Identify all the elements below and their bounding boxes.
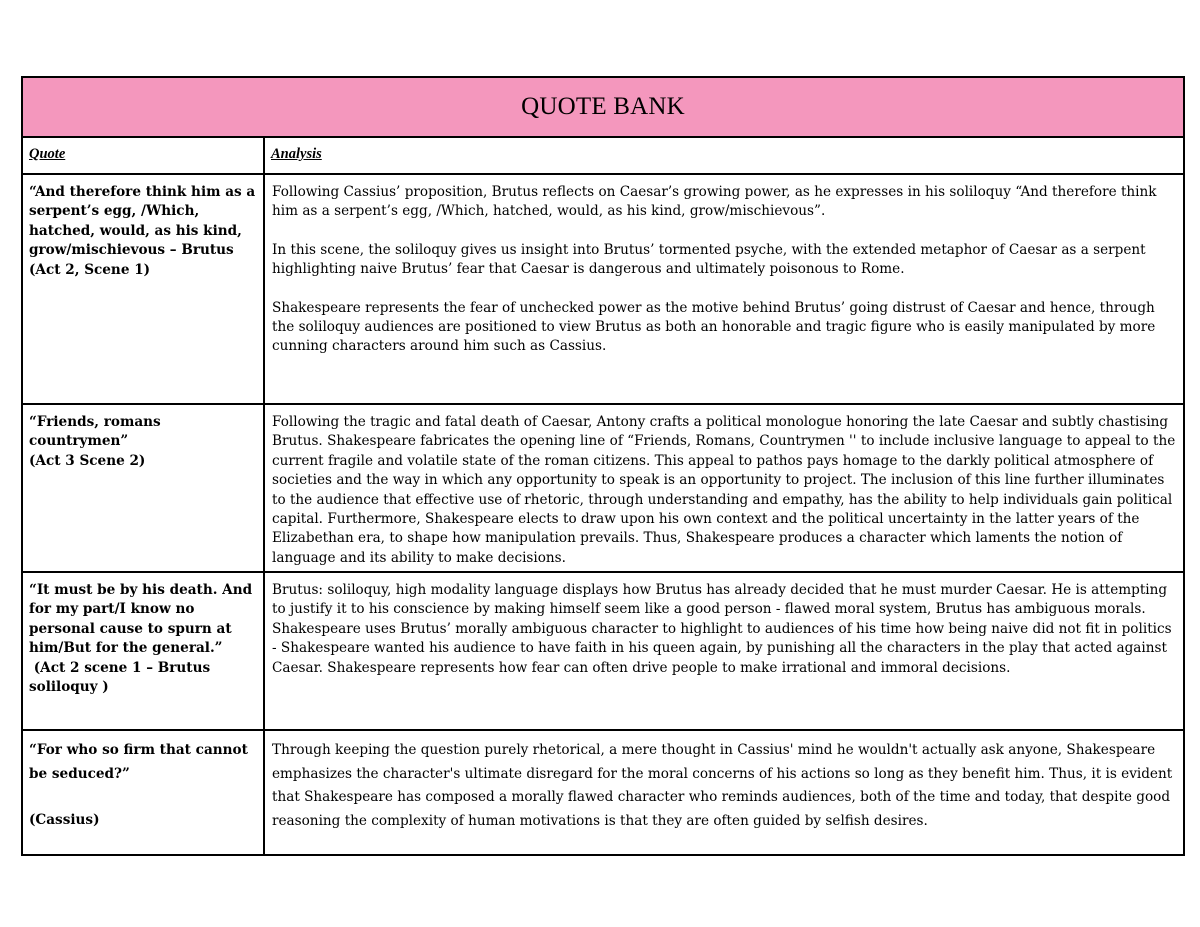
quote-source: (Act 3 Scene 2)	[29, 452, 146, 469]
quote-cell	[22, 404, 264, 572]
quote-text: “Friends, romans countrymen”	[29, 414, 161, 450]
quote-cell	[22, 174, 264, 404]
analysis-cell	[264, 174, 1184, 404]
quote-text: “It must be by his death. And for my part/I know no personal cause to spurn at him/But for the general.”	[29, 582, 253, 657]
quote-text: “And therefore think him as a serpent’s egg, /Which, hatched, would, as his kind, grow/mischievous – Brutus	[29, 184, 256, 259]
analysis-paragraph: In this scene, the soliloquy gives us insight into Brutus’ tormented psyche, with the extended metaphor of Caesar as a serpent highlighting naive Brutus’ fear that Caesar is dangerous and ultimately poisonous to Rome.	[272, 241, 1146, 278]
quote-cell	[22, 730, 264, 855]
table-row	[22, 404, 1184, 572]
quote-source: (Act 2 scene 1 – Brutus soliloquy )	[29, 659, 215, 696]
quote-text: “For who so firm that cannot be seduced?”	[29, 742, 248, 782]
spacer	[29, 786, 259, 809]
table-row	[22, 174, 1184, 404]
analysis-paragraph: Brutus: soliloquy, high modality language displays how Brutus has already decided that he must murder Caesar. He is attempting to justify it to his conscience by making himself seem like a good person - flawed moral system, Brutus has ambiguous morals. Shakespeare uses Brutus’ morally ambiguous character to highlight to audiences of his time how being naive did not fit in politics - Shakespeare wanted his audience to have faith in his queen again, by punishing all the characters in the play that acted against Caesar. Shakespeare represents how fear can often drive people to make irrational and immoral decisions.	[272, 582, 1172, 676]
analysis-cell	[264, 572, 1184, 730]
quote-source: (Cassius)	[29, 812, 100, 828]
quote-source: (Act 2, Scene 1)	[29, 261, 151, 278]
analysis-cell	[264, 404, 1184, 572]
analysis-paragraph: Through keeping the question purely rhetorical, a mere thought in Cassius' mind he wouldn't actually ask anyone, Shakespeare emphasizes the character's ultimate disregard for the moral concerns of his actions so long as they benefit him. Thus, it is evident that Shakespeare has composed a morally flawed character who reminds audiences, both of the time and today, that despite good reasoning the complexity of human motivations is that they are often guided by selfish desires.	[272, 742, 1173, 829]
column-header-quote: Quote	[22, 137, 264, 174]
table-title: QUOTE BANK	[22, 77, 1184, 137]
column-header-analysis: Analysis	[264, 137, 1184, 174]
table-row	[22, 572, 1184, 730]
table-row	[22, 730, 1184, 855]
quote-bank-table	[21, 76, 1185, 856]
analysis-cell	[264, 730, 1184, 855]
analysis-paragraph: Following Cassius’ proposition, Brutus reflects on Caesar’s growing power, as he expresses in his soliloquy “And therefore think him as a serpent’s egg, /Which, hatched, would, as his kind, grow/mischievous”.	[272, 184, 1157, 220]
analysis-paragraph: Shakespeare represents the fear of unchecked power as the motive behind Brutus’ going distrust of Caesar and hence, through the soliloquy audiences are positioned to view Brutus as both an honorable and tragic figure who is easily manipulated by more cunning characters around him such as Cassius.	[272, 299, 1156, 355]
quote-cell	[22, 572, 264, 730]
analysis-paragraph: Following the tragic and fatal death of Caesar, Antony crafts a political monologue honoring the late Caesar and subtly chastising Brutus. Shakespeare fabricates the opening line of “Friends, Romans, Countrymen '' to include inclusive language to appeal to the current fragile and volatile state of the roman citizens. This appeal to pathos pays homage to the darkly political atmosphere of societies and the way in which any opportunity to speak is an opportunity to project. The inclusion of this line further illuminates to the audience that effective use of rhetoric, through understanding and empathy, has the ability to help individuals gain political capital. Furthermore, Shakespeare elects to draw upon his own context and the political uncertainty in the latter years of the Elizabethan era, to shape how manipulation prevails. Thus, Shakespeare produces a character which laments the notion of language and its ability to make decisions.	[272, 414, 1176, 566]
